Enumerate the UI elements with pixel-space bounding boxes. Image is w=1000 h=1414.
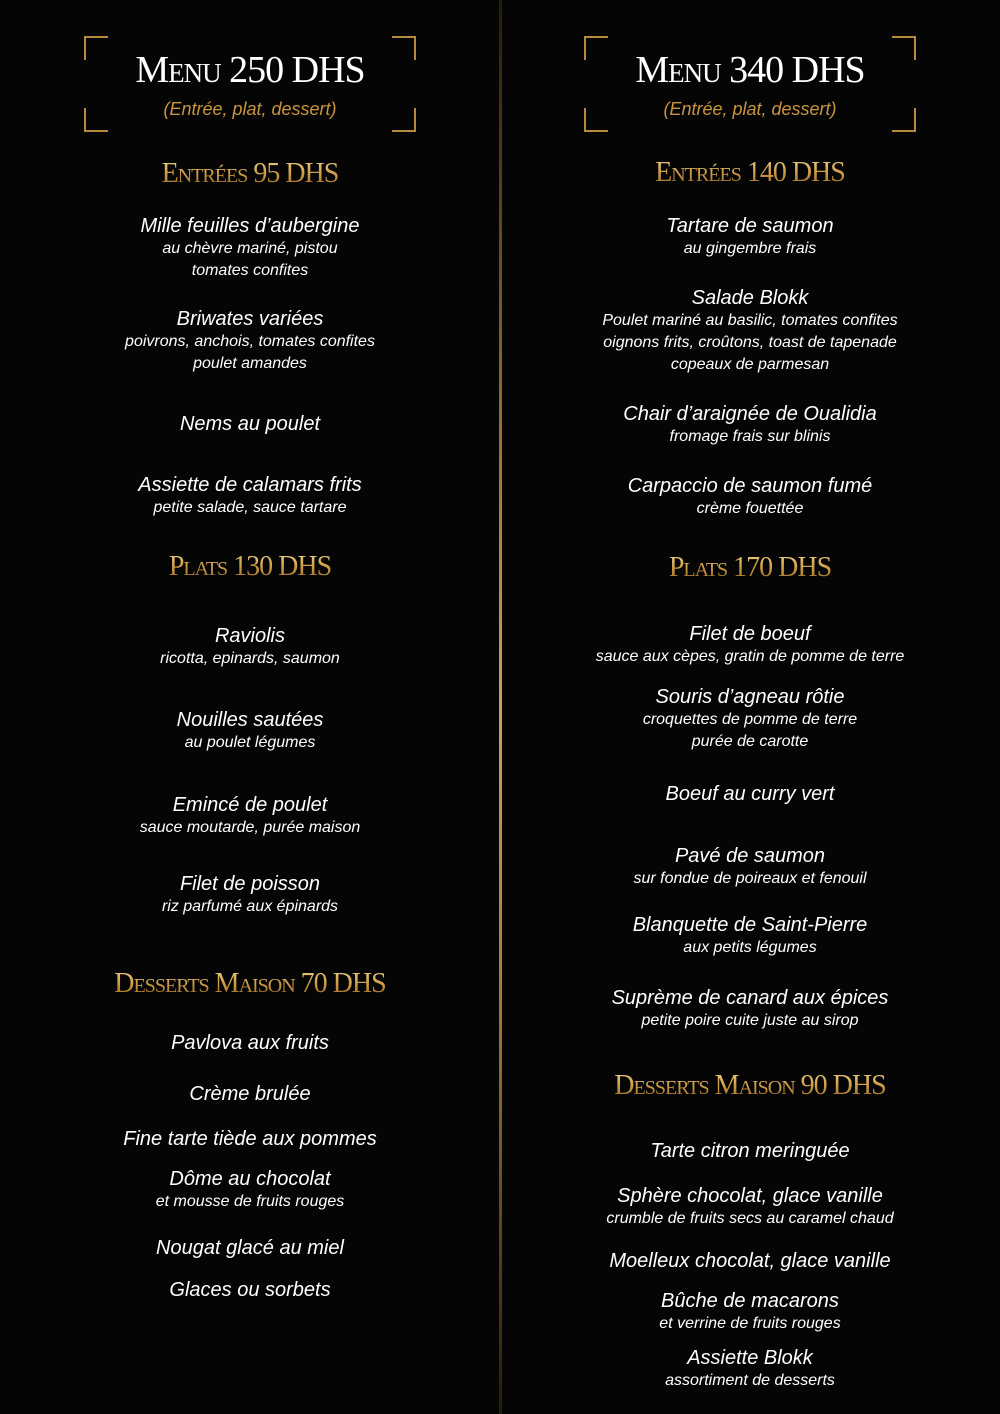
section-heading-plats: Plats 170 DHS	[500, 552, 1000, 584]
menu-item	[0, 307, 500, 375]
menu-item-description: crème fouettée	[696, 500, 804, 517]
menu-item	[0, 1031, 500, 1055]
menu-item	[0, 793, 500, 839]
menu-item	[0, 1082, 500, 1106]
menu-item-description: fromage frais sur blinis	[669, 428, 831, 445]
menu-item-description: poulet amandes	[193, 355, 307, 372]
menu-item-description: purée de carotte	[691, 733, 809, 750]
menu-item-name: Glaces ou sorbets	[169, 1279, 331, 1301]
menu-item-name: Raviolis	[214, 625, 286, 647]
section-heading-plats: Plats 130 DHS	[0, 551, 500, 583]
menu-item-name: Suprème de canard aux épices	[611, 987, 889, 1009]
menu-item-description: tomates confites	[191, 262, 309, 279]
menu-item-name: Boeuf au curry vert	[665, 783, 835, 805]
menu-item-name: Emincé de poulet	[172, 794, 328, 816]
menu-item	[500, 1289, 1000, 1335]
menu-item	[500, 214, 1000, 260]
menu-subtitle: (Entrée, plat, dessert)	[663, 99, 837, 119]
menu-item-name: Fine tarte tiède aux pommes	[123, 1128, 377, 1150]
menu-item-name: Salade Blokk	[691, 287, 809, 309]
menu-item-name: Blanquette de Saint-Pierre	[632, 914, 868, 936]
menu-item	[0, 412, 500, 436]
menu-item-description: Poulet mariné au basilic, tomates confites	[602, 312, 898, 329]
menu-title-frame	[584, 36, 916, 132]
menu-item-name: Dôme au chocolat	[169, 1168, 331, 1190]
menu-item-name: Bûche de macarons	[661, 1290, 839, 1312]
menu-item-description: riz parfumé aux épinards	[161, 898, 339, 915]
menu-item	[500, 782, 1000, 806]
menu-item-name: Pavlova aux fruits	[171, 1032, 329, 1054]
menu-item-name: Souris d’agneau rôtie	[655, 686, 845, 708]
menu-item-description: oignons frits, croûtons, toast de tapenade	[603, 334, 897, 351]
menu-column-340	[500, 0, 1000, 1414]
menu-item-description: au gingembre frais	[683, 240, 817, 257]
section-heading-entrees: Entrées 140 DHS	[500, 157, 1000, 189]
menu-item-name: Filet de boeuf	[689, 623, 811, 645]
menu-item-description: poivrons, anchois, tomates confites	[125, 333, 375, 350]
menu-item	[0, 1127, 500, 1151]
menu-item	[500, 402, 1000, 448]
menu-item-name: Filet de poisson	[179, 873, 321, 895]
menu-item	[500, 844, 1000, 890]
menu-item-name: Mille feuilles d’aubergine	[140, 215, 360, 237]
menu-item	[500, 622, 1000, 668]
menu-item-description: sauce moutarde, purée maison	[139, 819, 361, 836]
menu-item	[500, 1346, 1000, 1392]
menu-item	[0, 1278, 500, 1302]
section-heading-entrees: Entrées 95 DHS	[0, 158, 500, 190]
menu-title: Menu 250 DHS	[135, 49, 365, 91]
menu-item-description: sur fondue de poireaux et fenouil	[633, 870, 867, 887]
menu-item-name: Nougat glacé au miel	[156, 1237, 344, 1259]
menu-item	[500, 1184, 1000, 1230]
menu-title: Menu 340 DHS	[635, 49, 865, 91]
menu-item-name: Nouilles sautées	[176, 709, 324, 731]
menu-subtitle: (Entrée, plat, dessert)	[163, 99, 337, 119]
menu-item	[500, 1139, 1000, 1163]
menu-item-name: Briwates variées	[176, 308, 324, 330]
menu-item	[500, 913, 1000, 959]
menu-item	[0, 1167, 500, 1213]
menu-item	[0, 872, 500, 918]
menu-item	[500, 474, 1000, 520]
menu-item-description: et mousse de fruits rouges	[155, 1193, 345, 1210]
menu-item-name: Carpaccio de saumon fumé	[627, 475, 873, 497]
menu-item-name: Crème brulée	[189, 1083, 311, 1105]
menu-item-description: ricotta, epinards, saumon	[160, 650, 340, 667]
menu-item-name: Tartare de saumon	[666, 215, 834, 237]
menu-item-description: sauce aux cèpes, gratin de pomme de terre	[595, 648, 905, 665]
menu-item-description: petite poire cuite juste au sirop	[641, 1012, 859, 1029]
menu-item-name: Tarte citron meringuée	[650, 1140, 850, 1162]
menu-item-name: Nems au poulet	[179, 413, 321, 435]
menu-item-description: au poulet légumes	[184, 734, 316, 751]
menu-item	[500, 286, 1000, 376]
menu-item	[0, 624, 500, 670]
menu-item-description: copeaux de parmesan	[670, 356, 830, 373]
menu-item	[0, 708, 500, 754]
menu-title-frame	[84, 36, 416, 132]
menu-item-description: assortiment de desserts	[665, 1372, 835, 1389]
section-heading-desserts: Desserts Maison 90 DHS	[500, 1070, 1000, 1102]
menu-item-name: Chair d’araignée de Oualidia	[623, 403, 877, 425]
menu-item	[500, 1249, 1000, 1273]
menu-item	[500, 685, 1000, 753]
menu-item	[0, 1236, 500, 1260]
menu-item	[0, 214, 500, 282]
menu-item-name: Pavé de saumon	[674, 845, 826, 867]
menu-item	[0, 473, 500, 519]
menu-item-description: aux petits légumes	[683, 939, 817, 956]
menu-item-name: Assiette Blokk	[687, 1347, 813, 1369]
menu-item	[500, 986, 1000, 1032]
menu-item-description: et verrine de fruits rouges	[659, 1315, 841, 1332]
menu-item-description: croquettes de pomme de terre	[642, 711, 858, 728]
menu-item-name: Assiette de calamars frits	[138, 474, 362, 496]
section-heading-desserts: Desserts Maison 70 DHS	[0, 968, 500, 1000]
menu-item-description: au chèvre mariné, pistou	[162, 240, 338, 257]
menu-item-description: crumble de fruits secs au caramel chaud	[606, 1210, 894, 1227]
menu-item-description: petite salade, sauce tartare	[153, 499, 347, 516]
menu-item-name: Sphère chocolat, glace vanille	[617, 1185, 883, 1207]
menu-item-name: Moelleux chocolat, glace vanille	[609, 1250, 891, 1272]
